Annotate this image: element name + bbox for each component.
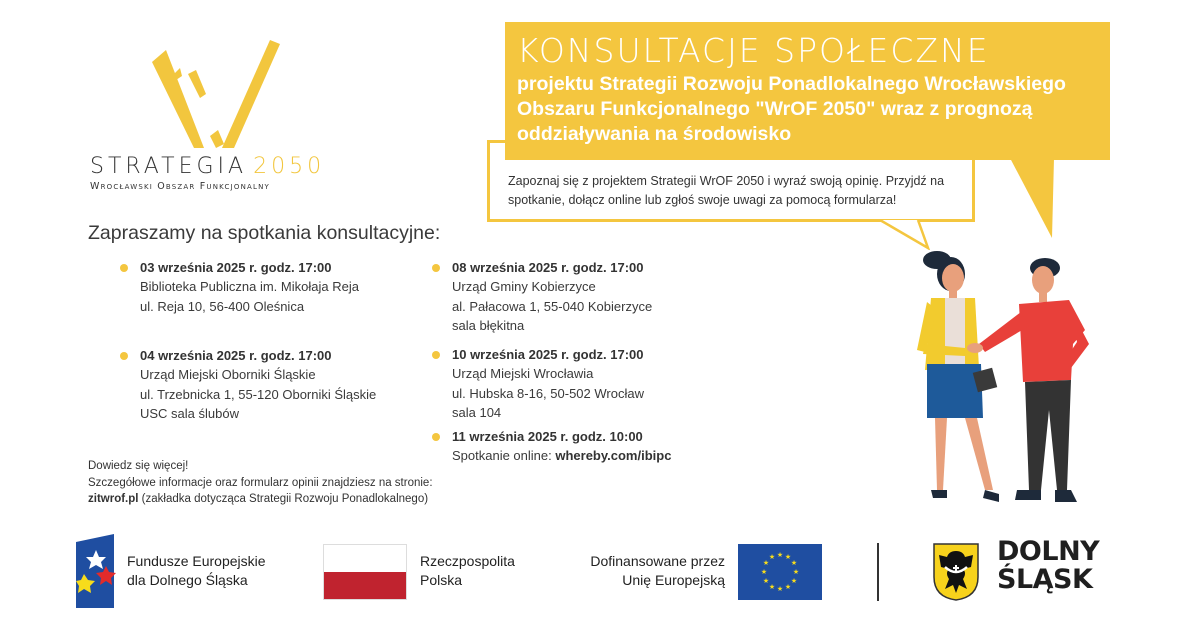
meeting-date: 08 września 2025 r. godz. 17:00: [452, 260, 644, 275]
meeting-item: [430, 258, 730, 345]
meeting-date: 11 września 2025 r. godz. 10:00: [452, 429, 643, 444]
bullet-dot-icon: [432, 433, 440, 441]
bullet-dot-icon: [432, 264, 440, 272]
more-info: [88, 458, 433, 508]
eu-cofunded-label: Dofinansowane przez Unię Europejską: [590, 553, 725, 588]
meetings-column-left: [118, 258, 418, 424]
headline: KONSULTACJE SPOŁECZNE: [517, 31, 990, 70]
eu-flag-icon: [738, 544, 822, 600]
poland-flag-icon: [323, 544, 407, 600]
bullet-dot-icon: [120, 352, 128, 360]
meeting-item-online: [430, 427, 730, 466]
bullet-dot-icon: [432, 351, 440, 359]
svg-text:★: ★: [768, 583, 776, 591]
footer-logos: [0, 530, 1200, 610]
meeting-room: sala błękitna: [452, 318, 525, 333]
more-info-text: Szczegółowe informacje oraz formularz opinii znajdziesz na stronie:: [88, 476, 433, 489]
dolny-slask-wordmark: DOLNY ŚLĄSK: [997, 536, 1100, 595]
meeting-date: 03 września 2025 r. godz. 17:00: [140, 260, 332, 275]
intro-text: Zapoznaj się z projektem Strategii WrOF 2050 i wyraź swoją opinię. Przyjdź na spotkanie, dołącz online lub zgłoś swoje uwagi za pomocą formularza!: [508, 174, 945, 207]
meetings-heading: Zapraszamy na spotkania konsultacyjne:: [88, 222, 441, 244]
subheadline: projektu Strategii Rozwoju Ponadlokalnego Wrocławskiego Obszaru Funkcjonalnego "WrOF 2050" wraz z prognozą oddziaływania na środowisko: [517, 73, 1066, 145]
logo-title: STRATEGIA 2050: [90, 154, 326, 179]
svg-text:★: ★: [760, 568, 768, 576]
online-label: Spotkanie online:: [452, 448, 556, 463]
meeting-room: sala 104: [452, 405, 502, 420]
headline-bubble: [505, 22, 1110, 160]
meeting-address: al. Pałacowa 1, 55-040 Kobierzyce: [452, 298, 653, 314]
svg-text:★: ★: [784, 583, 792, 591]
online-meeting-link[interactable]: whereby.com/ibipc: [555, 448, 672, 463]
meeting-item: [430, 345, 730, 427]
meeting-address: ul. Trzebnicka 1, 55-120 Oborniki Śląskie: [140, 386, 377, 402]
strategia-2050-logo: [70, 30, 350, 195]
svg-text:★: ★: [792, 568, 800, 576]
woman-figure: [917, 251, 999, 502]
meeting-date: 10 września 2025 r. godz. 17:00: [452, 347, 644, 362]
svg-text:★: ★: [776, 551, 784, 559]
meeting-address: ul. Hubska 8-16, 50-502 Wrocław: [452, 385, 644, 401]
more-info-link-line: [88, 491, 433, 508]
website-link[interactable]: zitwrof.pl: [88, 493, 139, 505]
svg-text:★: ★: [790, 577, 798, 585]
meeting-venue: Biblioteka Publiczna im. Mikołaja Reja: [140, 279, 359, 294]
meeting-item: [118, 258, 418, 346]
meeting-venue: Urząd Gminy Kobierzyce: [452, 279, 596, 294]
meeting-room: USC sala ślubów: [140, 406, 239, 421]
meeting-venue: Urząd Miejski Wrocławia: [452, 366, 594, 381]
meeting-item: [118, 346, 418, 424]
website-link-note: (zakładka dotycząca Strategii Rozwoju Ponadlokalnego): [138, 493, 429, 505]
handshake-illustration: [895, 240, 1105, 515]
meetings-column-right: [430, 258, 730, 466]
svg-text:★: ★: [784, 553, 792, 561]
dolny-slask-crest-icon: [933, 543, 979, 601]
more-info-heading: Dowiedz się więcej!: [88, 460, 189, 472]
meeting-date: 04 września 2025 r. godz. 17:00: [140, 348, 332, 363]
svg-text:★: ★: [762, 559, 770, 567]
meeting-address: ul. Reja 10, 56-400 Oleśnica: [140, 298, 305, 314]
footer-divider: [877, 543, 879, 601]
headline-bubble-tail: [1010, 158, 1060, 240]
svg-text:★: ★: [790, 559, 798, 567]
bullet-dot-icon: [120, 264, 128, 272]
meeting-venue: Urząd Miejski Oborniki Śląskie: [140, 367, 316, 382]
w-monogram-icon: [152, 40, 282, 150]
online-meeting-line: [452, 446, 730, 466]
fundusze-europejskie-label: Fundusze Europejskie dla Dolnego Śląska: [127, 553, 266, 588]
svg-text:★: ★: [768, 553, 776, 561]
svg-text:★: ★: [762, 577, 770, 585]
fundusze-europejskie-logo-icon: [76, 534, 116, 608]
svg-text:★: ★: [776, 585, 784, 593]
rzeczpospolita-polska-label: Rzeczpospolita Polska: [420, 553, 515, 588]
logo-subtitle: Wrocławski Obszar Funkcjonalny: [90, 181, 271, 192]
